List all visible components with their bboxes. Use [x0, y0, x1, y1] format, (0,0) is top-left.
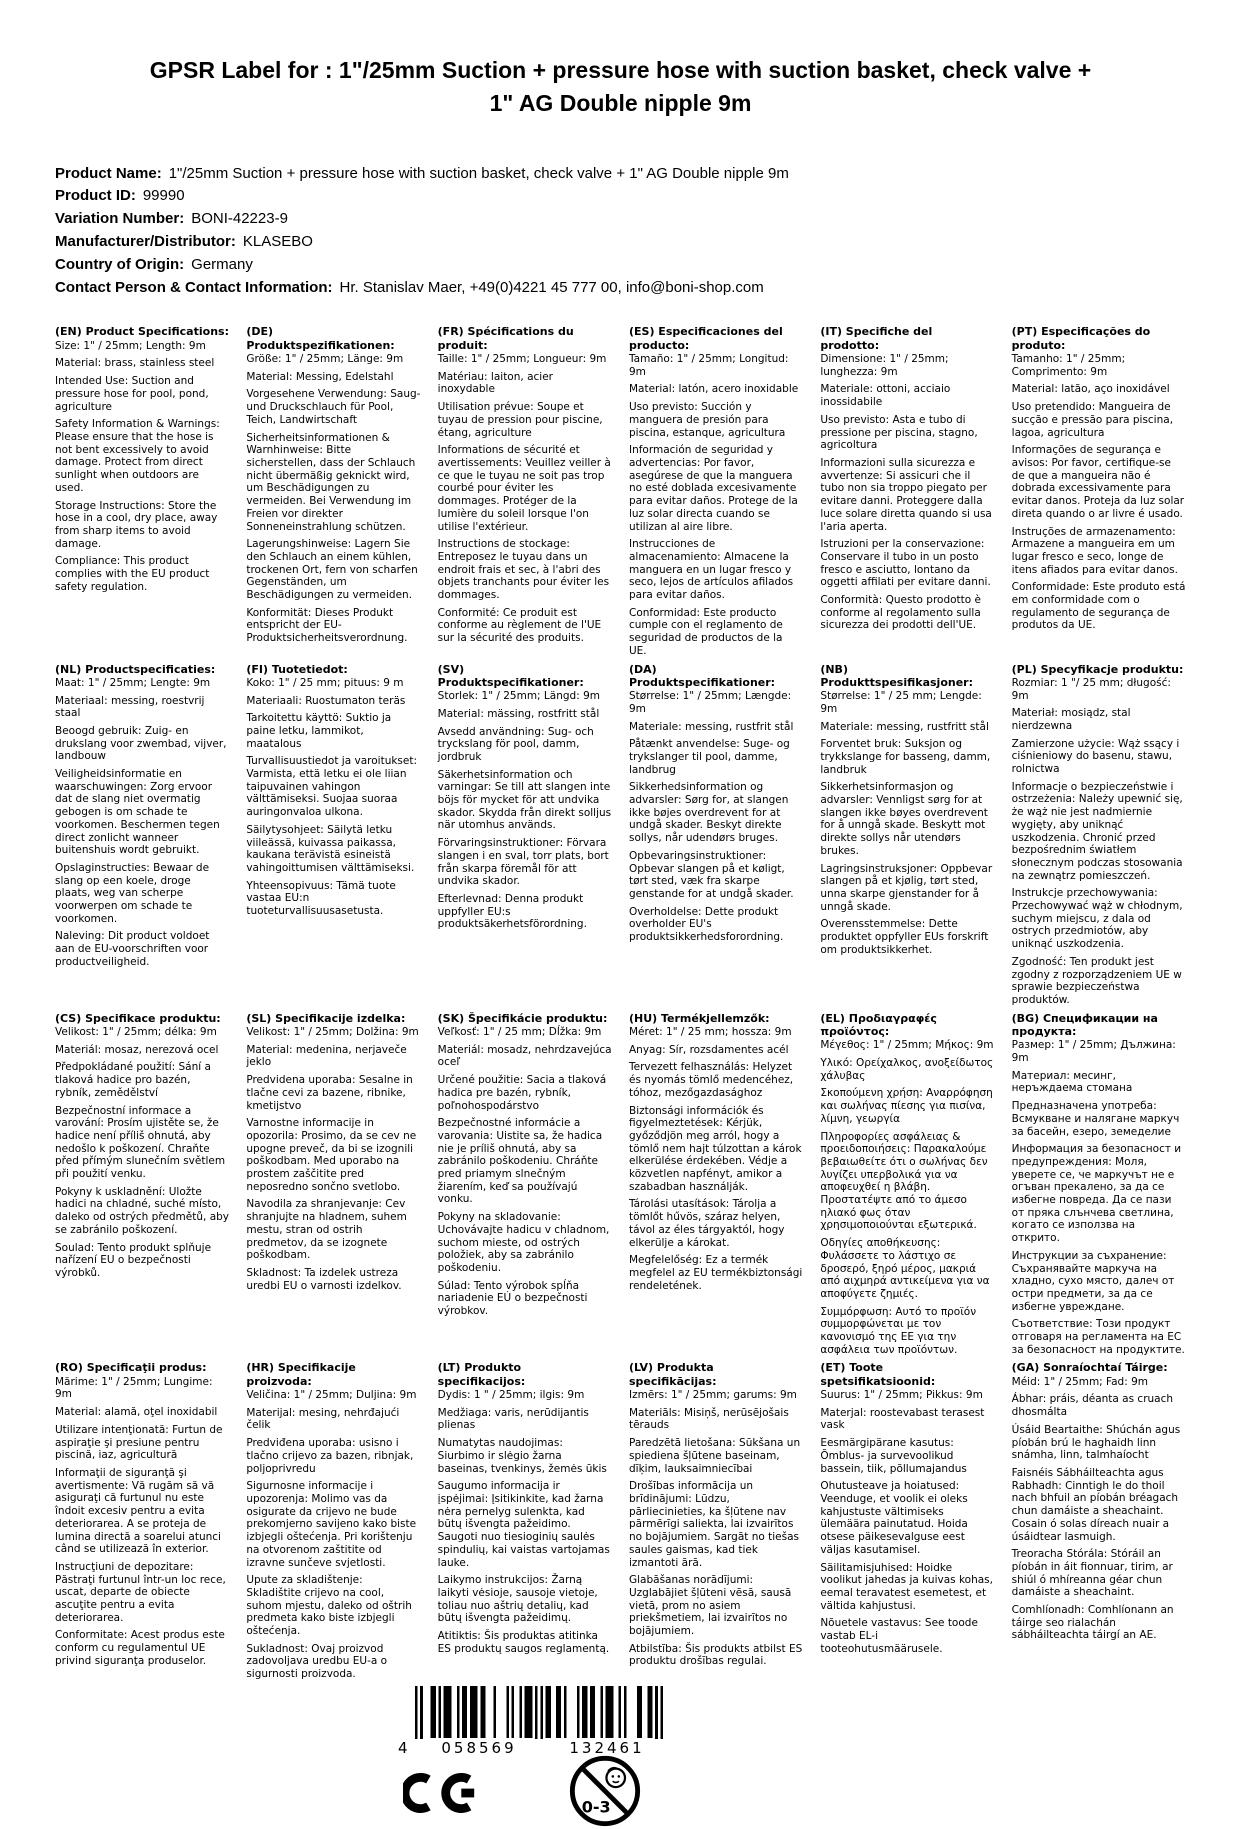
spec-paragraph: Avsedd användning: Sug- och tryckslang för pool, damm, jordbruk: [437, 725, 594, 763]
barcode: [395, 1686, 671, 1757]
language-block-de: [246, 325, 420, 662]
spec-paragraph: Dydis: 1 " / 25mm; ilgis: 9m: [437, 1389, 585, 1402]
spec-paragraph: Sukladnost: Ovaj proizvod zadovoljava uredbu EU-a o sigurnosti proizvoda.: [246, 1642, 388, 1681]
product-info-value: Hr. Stanislav Maer, +49(0)4221 45 777 00, info@boni-shop.com: [339, 278, 764, 296]
spec-paragraph: Paredzētā lietošana: Sūkšana un spiediena šļūtene baseinam, dīķim, lauksaimniecībai: [628, 1437, 801, 1475]
language-block-fr: [438, 325, 612, 662]
language-block-et: [820, 1361, 994, 1685]
spec-paragraph: Efterlevnad: Denna produkt uppfyller EU:s produktsäkerhetsförordning.: [437, 892, 587, 931]
spec-paragraph: Instructions de stockage: Entreposez le tuyau dans un endroit frais et sec, à l'abri des objets tranchants pour éviter les dommages.: [437, 538, 610, 602]
language-block-sv: [438, 663, 612, 1012]
spec-paragraph: Atitiktis: Šis produktas atitinka ES produktų saugos reglamentą.: [437, 1630, 610, 1655]
product-info-value: KLASEBO: [242, 233, 313, 251]
product-info-label: Product ID:: [55, 187, 136, 205]
certification-marks: [395, 1757, 671, 1829]
product-info-row: [55, 231, 1186, 254]
language-grid: [55, 325, 1186, 1685]
spec-paragraph: Инструкции за съхранение: Съхранявайте маркуча на хладно, сухо място, далеч от остри предмети, за да се избегне увреждане.: [1011, 1249, 1175, 1313]
spec-paragraph: Conformité: Ce produit est conforme au règlement de l'UE sur la sécurité des produits.: [437, 606, 602, 645]
language-block-hu: [629, 1012, 803, 1362]
spec-paragraph: Instrucţiuni de depozitare: Păstraţi furtunul într-un loc rece, uscat, departe de obiecte ascuţite pentru a evita deteriorarea.: [55, 1560, 226, 1624]
spec-paragraph: Nõuetele vastavus: See toode vastab EL-i tooteohutusmäärusele.: [820, 1617, 978, 1655]
spec-paragraph: Sigurnosne informacije i upozorenja: Molimo vas da osigurate da crijevo ne bude prekomjerno savijeno kako biste izbjegli oštećenja. Pri korištenju na otvorenom zaštitite od izravne sunčeve svjetlosti.: [246, 1480, 417, 1569]
language-block-da: [629, 663, 803, 1012]
language-heading: (PT) Especificações do produto:: [1011, 325, 1151, 352]
spec-paragraph: Material: medenina, nerjaveče jeklo: [246, 1043, 407, 1069]
language-heading: (NB) Produkttspesifikasjoner:: [820, 662, 973, 689]
spec-paragraph: Conformidade: Este produto está em conformidade com o regulamento de segurança de produtos da UE.: [1011, 581, 1186, 632]
page-title: GPSR Label for : 1"/25mm Suction + pressure hose with suction basket, check valve + 1" AG Double nipple 9m: [149, 57, 1092, 117]
spec-paragraph: Velikost: 1" / 25mm; Dolžina: 9m: [246, 1026, 419, 1038]
spec-paragraph: Pokyny k uskladnění: Uložte hadici na chladné, suché místo, daleko od ostrých předmětů, aby se zabránilo poškození.: [55, 1185, 230, 1236]
spec-paragraph: Informazioni sulla sicurezza e avvertenze: Si assicuri che il tubo non sia troppo piegato per evitare danni. Proteggere dalla luce solare diretta quando si usa l'aria aperta.: [820, 456, 992, 533]
language-heading: (DE) Produktspezifikationen:: [246, 325, 395, 352]
spec-paragraph: Materiál: mosaz, nerezová ocel: [55, 1043, 219, 1056]
product-info-label: Country of Origin:: [55, 255, 185, 273]
spec-paragraph: Ohutusteave ja hoiatused: Veenduge, et voolik ei oleks kahjustuste vältimiseks ülemäära painutatud. Hoida otsese päikesevalguse eest väljas kasutamisel.: [820, 1480, 968, 1556]
barcode-digits-left: 058569: [415, 1739, 543, 1757]
spec-paragraph: Istruzioni per la conservazione: Conservare il tubo in un posto fresco e asciutto, lontano da oggetti affilati per evitare danni.: [820, 538, 991, 589]
spec-paragraph: Méid: 1" / 25mm; Fad: 9m: [1011, 1375, 1149, 1388]
spec-paragraph: Материал: месинг, неръждаема стомана: [1011, 1069, 1133, 1095]
spec-paragraph: Συμμόρφωση: Αυτό το προϊόν συμμορφώνεται με τον κανονισμό της ΕΕ για την ασφάλεια των προϊόντων.: [820, 1305, 977, 1356]
spec-paragraph: Tamanho: 1" / 25mm; Comprimento: 9m: [1011, 353, 1126, 378]
spec-paragraph: Materiale: ottoni, acciaio inossidabile: [820, 383, 951, 409]
product-info-label: Product Name:: [55, 164, 162, 182]
age-warning-0-3-icon: [567, 1753, 643, 1829]
spec-paragraph: Soulad: Tento produkt splňuje nařízení EU o bezpečnosti výrobků.: [55, 1241, 212, 1279]
spec-paragraph: Uso previsto: Asta e tubo di pressione per piscina, stagno, agricoltura: [820, 413, 978, 452]
language-heading: (BG) Спецификации на продукта:: [1011, 1011, 1158, 1038]
spec-paragraph: Zgodność: Ten produkt jest zgodny z rozporządzeniem UE w sprawie bezpieczeństwa produktów.: [1011, 955, 1182, 1006]
product-info-row: [55, 277, 1186, 300]
spec-paragraph: Overholdelse: Dette produkt overholder EU's produktsikkerhedsforordning.: [628, 905, 784, 944]
language-heading: (ET) Toote spetsifikatsioonid:: [820, 1361, 936, 1388]
spec-paragraph: Информация за безопасност и предупреждения: Моля, уверете се, че маркучът не е огъван прекалено, за да се избегне повреда. Да се пази от пряка слънчева светлина, когато се използва на открито.: [1011, 1143, 1182, 1245]
spec-paragraph: Størrelse: 1" / 25mm; Længde: 9m: [628, 690, 792, 715]
spec-paragraph: Velikost: 1" / 25mm; délka: 9m: [55, 1026, 217, 1038]
language-heading: (PL) Specyfikacje produktu:: [1011, 662, 1184, 676]
spec-paragraph: Ábhar: práis, déanta as cruach dhosmálta: [1011, 1393, 1174, 1419]
spec-paragraph: Informaţii de siguranţă şi avertismente: Vă rugăm să vă asiguraţi că furtunul nu este îndoit excesiv pentru a evita deteriorarea. A se proteja de lumina directă a soarelui atunci când se utilizează în exterior.: [55, 1466, 221, 1556]
spec-paragraph: Materiale: messing, rustfritt stål: [820, 720, 989, 733]
spec-paragraph: Πληροφορίες ασφάλειας & προειδοποιήσεις: Παρακαλούμε βεβαιωθείτε ότι ο σωλήνας δεν λυγίζει υπερβολικά για να αποφευχθεί η βλάβη. Προστατέψτε από το άμεσο ηλιακό φως όταν χρησιμοποιούνται εξωτερικά.: [820, 1130, 988, 1232]
language-heading: (FI) Tuotetiedot:: [246, 662, 348, 676]
language-heading: (DA) Produktspecifikationer:: [628, 662, 776, 689]
spec-paragraph: Säkerhetsinformation och varningar: Se till att slangen inte böjs för mycket för att undvika skador. Skydda från direkt solljus när utomhus används.: [437, 768, 612, 832]
spec-paragraph: Dimensione: 1" / 25mm; lunghezza: 9m: [820, 353, 949, 378]
spec-paragraph: Размер: 1" / 25mm; Дължина: 9m: [1011, 1039, 1176, 1064]
spec-paragraph: Skladnost: Ta izdelek ustreza uredbi EU o varnosti izdelkov.: [246, 1266, 402, 1292]
spec-paragraph: Σκοπούμενη χρήση: Αναρρόφηση και σωλήνας πίεσης για πισίνα, λίμνη, γεωργία: [820, 1087, 993, 1125]
language-block-hr: [246, 1361, 420, 1685]
spec-paragraph: Предназначена употреба: Всмукване и налягане маркуч за басейн, езеро, земеделие: [1011, 1100, 1180, 1138]
product-info-row: [55, 208, 1186, 231]
spec-paragraph: Съответствие: Този продукт отговаря на регламента на ЕС за безопасност на продуктите.: [1011, 1318, 1185, 1356]
product-info-value: Germany: [191, 255, 253, 273]
language-heading: (ES) Especificaciones del producto:: [628, 325, 783, 352]
spec-paragraph: Beoogd gebruik: Zuig- en drukslang voor zwembad, vijver, landbouw: [55, 724, 227, 763]
spec-paragraph: Méret: 1" / 25 mm; hossza: 9m: [628, 1026, 792, 1038]
language-block-it: [820, 325, 994, 662]
language-block-bg: [1012, 1012, 1186, 1362]
product-info-value: 1"/25mm Suction + pressure hose with suction basket, check valve + 1" AG Double nipple 9m: [168, 164, 789, 182]
spec-paragraph: Material: latão, aço inoxidável: [1011, 383, 1170, 396]
spec-paragraph: Předpokládané použití: Sání a tlaková hadice pro bazén, rybník, zemědělství: [55, 1061, 211, 1099]
spec-paragraph: Μέγεθος: 1" / 25mm; Μήκος: 9m: [820, 1039, 994, 1052]
age-warning-label: 0-3: [581, 1797, 611, 1817]
product-info-row: [55, 254, 1186, 277]
language-heading: (LV) Produkta specifikācijas:: [628, 1361, 717, 1388]
spec-paragraph: Instruções de armazenamento: Armazene a mangueira em um lugar fresco e seco, longe de itens afiados para evitar danos.: [1011, 525, 1178, 576]
spec-paragraph: Storlek: 1" / 25mm; Längd: 9m: [437, 690, 600, 703]
spec-paragraph: Rozmiar: 1 "/ 25 mm; długość: 9m: [1011, 676, 1171, 702]
language-heading: (SL) Specifikacije izdelka:: [246, 1011, 406, 1025]
spec-paragraph: Lagerungshinweise: Lagern Sie den Schlauch an einem kühlen, trockenen Ort, fern von scharfen Gegenständen, um Beschädigungen zu vermeiden.: [246, 538, 418, 602]
spec-paragraph: Informations de sécurité et avertissements: Veuillez veiller à ce que le tuyau ne soit pas trop courbé pour éviter les dommages. Protéger de la lumière du soleil lorsque l'on utilise l'extérieur.: [437, 444, 611, 533]
spec-paragraph: Uso pretendido: Mangueira de sucção e pressão para piscina, lagoa, agricultura: [1011, 401, 1174, 439]
spec-paragraph: Maat: 1" / 25mm; Lengte: 9m: [55, 676, 211, 689]
language-heading: (LT) Produkto specifikacijos:: [437, 1361, 526, 1388]
spec-paragraph: Turvallisuustiedot ja varoitukset: Varmista, että letku ei ole liian taipuvainen vahingon välttämiseksi. Suojaa suoraa auringonvaloa ulkona.: [246, 755, 418, 819]
spec-paragraph: Laikymo instrukcijos: Žarną laikyti vėsioje, sausoje vietoje, toliau nuo aštrių detalių, kad būtų išvengta pažeidimų.: [437, 1574, 598, 1625]
spec-paragraph: Veličina: 1" / 25mm; Duljina: 9m: [246, 1389, 417, 1402]
spec-paragraph: Súlad: Tento výrobok spĺňa nariadenie EÚ o bezpečnosti výrobkov.: [437, 1279, 588, 1318]
spec-paragraph: Matériau: laiton, acier inoxydable: [437, 370, 553, 396]
spec-paragraph: Numatytas naudojimas: Siurbimo ir slėgio žarna baseinas, tvenkinys, žemės ūkis: [437, 1437, 607, 1475]
spec-paragraph: Určené použitie: Sacia a tlaková hadica pre bazén, rybník, poľnohospodárstvo: [437, 1074, 607, 1112]
spec-paragraph: Informacje o bezpieczeństwie i ostrzeżenia: Należy upewnić się, że wąż nie jest nadmiernie wygięty, aby uniknąć uszkodzenia. Chronić przed bezpośrednim światłem słonecznym podczas stosowania na zewnątrz pomieszczeń.: [1011, 780, 1183, 882]
spec-paragraph: Medžiaga: varis, nerūdijantis plienas: [437, 1406, 589, 1432]
spec-paragraph: Eesmärgipärane kasutus: Õmblus- ja survevoolikud bassein, tiik, põllumajandus: [820, 1437, 967, 1475]
spec-paragraph: Opslaginstructies: Bewaar de slang op een koele, droge plaats, weg van scherpe voorwerpen om schade te voorkomen.: [55, 861, 210, 925]
language-heading: (FR) Spécifications du produit:: [437, 325, 574, 352]
spec-paragraph: Yhteensopivuus: Tämä tuote vastaa EU:n tuoteturvallisuusasetusta.: [246, 879, 396, 918]
spec-paragraph: Conformità: Questo prodotto è conforme al regolamento sulla sicurezza dei prodotti dell'UE.: [820, 594, 982, 632]
spec-paragraph: Instrucciones de almacenamiento: Almacene la manguera en un lugar fresco y seco, lejos de artículos afilados para evitar daños.: [628, 538, 794, 602]
spec-paragraph: Bezpečnostní informace a varování: Prosím ujistěte se, že hadice není příliš ohnutá, aby nedošlo k poškození. Chraňte před přímým slunečním světlem při použití venku.: [55, 1104, 226, 1181]
language-heading: (EN) Product Specifications:: [55, 325, 229, 339]
language-heading: (HU) Termékjellemzők:: [628, 1011, 770, 1025]
product-info-label: Variation Number:: [55, 210, 185, 228]
spec-paragraph: Storage Instructions: Store the hose in a cool, dry place, away from sharp items to avoid damage.: [55, 499, 218, 550]
spec-paragraph: Predvidena uporaba: Sesalne in tlačne cevi za bazene, ribnike, kmetijstvo: [246, 1074, 413, 1112]
product-info-label: Contact Person & Contact Information:: [55, 278, 333, 296]
spec-paragraph: Materjal: roostevabast terasest vask: [820, 1406, 985, 1432]
spec-paragraph: Naleving: Dit product voldoet aan de EU-voorschriften voor productveiligheid.: [55, 930, 210, 968]
spec-paragraph: Material: mässing, rostfritt stål: [437, 707, 600, 720]
spec-paragraph: Material: latón, acero inoxidable: [628, 383, 799, 396]
spec-paragraph: Materiale: messing, rustfrit stål: [628, 720, 794, 733]
language-block-ga: [1012, 1361, 1186, 1685]
spec-paragraph: Zamierzone użycie: Wąż ssący i ciśnieniowy do basenu, stawu, rolnictwa: [1011, 737, 1180, 776]
spec-paragraph: Bezpečnostné informácie a varovania: Uistite sa, že hadica nie je príliš ohnutá, aby sa zabránilo poškodeniu. Chráňte pred priamym slnečným žiarením, keď sa používajú vonku.: [437, 1117, 603, 1206]
spec-paragraph: Påtænkt anvendelse: Suge- og trykslanger til pool, damme, landbrug: [628, 738, 790, 776]
spec-paragraph: Mărime: 1" / 25mm; Lungime: 9m: [55, 1375, 213, 1401]
spec-paragraph: Comhlíonadh: Comhlíonann an táirge seo rialachán sábháilteachta táirgí an AE.: [1011, 1604, 1174, 1642]
spec-paragraph: Size: 1" / 25mm; Length: 9m: [55, 339, 206, 352]
spec-paragraph: Biztonsági információk és figyelmeztetések: Kérjük, győződjön meg arról, hogy a tömlő nem hajt túlzottan a károk elkerülése érdekében. Védje a közvetlen napfényt, amikor a szabadban használják.: [628, 1104, 802, 1193]
barcode-digit-first: 4: [395, 1739, 415, 1757]
product-info-value: BONI-42223-9: [191, 210, 288, 228]
spec-paragraph: Upute za skladištenje: Skladištite crijevo na cool, suhom mjestu, daleko od oštrih predmeta kako biste izbjegli oštećenja.: [246, 1574, 412, 1638]
spec-paragraph: Overensstemmelse: Dette produktet oppfyller EUs forskrift om produktsikkerhet.: [820, 918, 989, 956]
spec-paragraph: Størrelse: 1" / 25 mm; Lengde: 9m: [820, 690, 982, 715]
spec-paragraph: Varnostne informacije in opozorila: Prosimo, da se cev ne upogne preveč, da bi se izognili poškodbam. Med uporabo na prostem zaščitite pred neposredno sončno svetlobo.: [246, 1117, 417, 1193]
spec-paragraph: Safety Information & Warnings: Please ensure that the hose is not bent excessively to avoid damage. Protect from direct sunlight when outdoors are used.: [55, 418, 220, 494]
spec-paragraph: Material: alamă, oţel inoxidabil: [55, 1406, 218, 1419]
language-block-pt: [1012, 325, 1186, 662]
spec-paragraph: Tarkoitettu käyttö: Suktio ja paine letku, lammikot, maatalous: [246, 712, 392, 750]
spec-paragraph: Utilisation prévue: Soupe et tuyau de pression pour piscine, étang, agriculture: [437, 401, 603, 439]
spec-paragraph: Forventet bruk: Suksjon og trykkslange for basseng, damm, landbruk: [820, 738, 991, 776]
language-block-es: [629, 325, 803, 662]
spec-paragraph: Säilytysohjeet: Säilytä letku viileässä, kuivassa paikassa, kaukana terävistä esineistä vahingoittumisen välttämiseksi.: [246, 823, 415, 874]
spec-paragraph: Glabāšanas norādījumi: Uzglabājiet šļūteni vēsā, sausā vietā, prom no asiem priekšmetiem, lai izvairītos no bojājumiem.: [628, 1574, 792, 1638]
spec-paragraph: Saugumo informacija ir įspėjimai: Įsitikinkite, kad žarna nėra pernelyg sulenkta, kad būtų išvengta pažeidimo. Saugoti nuo tiesioginių saulės spindulių, kai vaistas vartojamas lauke.: [437, 1480, 610, 1569]
language-heading: (EL) Προδιαγραφές προϊόντος:: [820, 1011, 937, 1038]
spec-paragraph: Veľkosť: 1" / 25 mm; Dĺžka: 9m: [437, 1026, 602, 1038]
spec-paragraph: Größe: 1" / 25mm; Länge: 9m: [246, 353, 404, 366]
spec-paragraph: Material: Messing, Edelstahl: [246, 370, 394, 383]
spec-paragraph: Konformität: Dieses Produkt entspricht der EU-Produktsicherheitsverordnung.: [246, 606, 408, 645]
language-block-nl: [55, 663, 229, 1012]
language-heading: (HR) Specifikacije proizvoda:: [246, 1361, 356, 1388]
spec-paragraph: Vorgesehene Verwendung: Saug- und Druckschlauch für Pool, Teich, Landwirtschaft: [246, 388, 421, 426]
spec-paragraph: Taille: 1" / 25mm; Longueur: 9m: [437, 353, 607, 366]
spec-paragraph: Predviđena uporaba: usisno i tlačno crijevo za bazen, ribnjak, poljoprivredu: [246, 1437, 414, 1475]
product-info-row: [55, 185, 1186, 208]
spec-paragraph: Suurus: 1" / 25mm; Pikkus: 9m: [820, 1389, 983, 1402]
spec-paragraph: Conformitate: Acest produs este conform cu regulamentul UE privind siguranţa produselor.: [55, 1629, 225, 1667]
product-info-row: [55, 163, 1186, 186]
language-block-en: [55, 325, 229, 662]
product-info-value: 99990: [142, 187, 185, 205]
spec-paragraph: Sikkerhetsinformasjon og advarsler: Vennligst sørg for at slangen ikke bøyes overdrevent for å unngå skade. Beskytt mot direkte sollys når utendørs brukes.: [820, 781, 988, 857]
spec-paragraph: Opbevaringsinstruktioner: Opbevar slangen på et køligt, tørt sted, væk fra skarpe genstande for at undgå skader.: [628, 849, 794, 900]
spec-paragraph: Atbilstība: Šis produkts atbilst ES produktu drošības regulai.: [628, 1642, 803, 1668]
spec-paragraph: Informações de segurança e avisos: Por favor, certifique-se de que a mangueira não é dobrada excessivamente para evitar danos. Proteja da luz solar direta quando o ar livre é usado.: [1011, 444, 1185, 520]
spec-paragraph: Faisnéis Sábháilteachta agus Rabhadh: Cinntigh le do thoil nach bhfuil an píobán bréagach chun damáiste a sheachaint. Cosain ó solas díreach nuair a úsáidtear lasmuigh.: [1011, 1466, 1179, 1543]
language-heading: (SV) Produktspecifikationer:: [437, 662, 584, 689]
barcode-digits-right: 132461: [543, 1739, 671, 1757]
ce-mark-icon: [403, 1769, 483, 1817]
spec-paragraph: Veiligheidsinformatie en waarschuwingen: Zorg ervoor dat de slang niet overmatig gebogen is om schade te voorkomen. Beschermen tegen direct zonlicht wanneer buitenshuis wordt gebruikt.: [55, 768, 220, 857]
spec-paragraph: Tárolási utasítások: Tárolja a tömlőt hűvös, száraz helyen, távol az éles tárgyaktól, hogy elkerülje a károkat.: [628, 1198, 785, 1249]
spec-paragraph: Lagringsinstruksjoner: Oppbevar slangen på et kjølig, tørt sted, unna skarpe gjenstander for å unngå skade.: [820, 862, 993, 913]
spec-paragraph: Koko: 1" / 25 mm; pituus: 9 m: [246, 676, 404, 689]
language-block-lt: [438, 1361, 612, 1685]
language-block-sk: [438, 1012, 612, 1362]
spec-paragraph: Instrukcje przechowywania: Przechowywać wąż w chłodnym, suchym miejscu, z dala od ostrych przedmiotów, aby uniknąć uszkodzenia.: [1011, 887, 1183, 951]
spec-paragraph: Säilitamisjuhised: Hoidke voolikut jahedas ja kuivas kohas, eemal teravatest esemetest, et vältida kahjustusi.: [820, 1561, 993, 1612]
bottom-marks: [395, 1686, 671, 1829]
language-block-lv: [629, 1361, 803, 1685]
language-heading: (RO) Specificaţii produs:: [55, 1361, 207, 1375]
spec-paragraph: Treoracha Stórála: Stóráil an píobán in áit fionnuar, tirim, ar shiúl ó mhíreanna géar chun damáiste a sheachaint.: [1011, 1548, 1173, 1599]
language-block-cs: [55, 1012, 229, 1362]
language-block-pl: [1012, 663, 1186, 1012]
language-heading: (SK) Špecifikácie produktu:: [437, 1011, 608, 1025]
language-block-sl: [246, 1012, 420, 1362]
spec-paragraph: Material: brass, stainless steel: [55, 357, 215, 370]
language-block-el: [820, 1012, 994, 1362]
product-info-label: Manufacturer/Distributor:: [55, 233, 236, 251]
spec-paragraph: Utilizare intenţionată: Furtun de aspiraţie şi presiune pentru piscină, iaz, agricultură: [55, 1423, 223, 1462]
spec-paragraph: Tervezett felhasználás: Helyzet és nyomás tömlő medencéhez, tóhoz, mezőgazdasághoz: [628, 1061, 794, 1099]
spec-paragraph: Materiál: mosadz, nehrdzavejúca oceľ: [437, 1043, 612, 1069]
language-block-ro: [55, 1361, 229, 1685]
spec-paragraph: Materiaal: messing, roestvrij staal: [55, 694, 205, 720]
language-heading: (GA) Sonraíochtaí Táirge:: [1011, 1361, 1168, 1375]
spec-paragraph: Megfelelőség: Ez a termék megfelel az EU termékbiztonsági rendeletének.: [628, 1254, 803, 1292]
spec-paragraph: Anyag: Sír, rozsdamentes acél: [628, 1043, 789, 1056]
spec-paragraph: Uso previsto: Succión y manguera de presión para piscina, estanque, agricultura: [628, 401, 786, 439]
product-info: [55, 163, 1186, 300]
spec-paragraph: Tamaño: 1" / 25mm; Longitud: 9m: [628, 353, 789, 378]
spec-paragraph: Izmērs: 1" / 25mm; garums: 9m: [628, 1389, 797, 1402]
spec-paragraph: Förvaringsinstruktioner: Förvara slangen i en sval, torr plats, bort från skarpa föremål för att undvika skador.: [437, 837, 609, 888]
spec-paragraph: Materiaali: Ruostumaton teräs: [246, 694, 406, 707]
language-heading: (IT) Specifiche del prodotto:: [820, 325, 933, 352]
language-block-nb: [820, 663, 994, 1012]
spec-paragraph: Navodila za shranjevanje: Cev shranjujte na hladnem, suhem mestu, stran od ostrih predmetov, da se izognete poškodbam.: [246, 1198, 407, 1262]
language-heading: (CS) Specifikace produktu:: [55, 1011, 221, 1025]
spec-paragraph: Sicherheitsinformationen & Warnhinweise: Bitte sicherstellen, dass der Schlauch nicht übermäßig geknickt wird, um Beschädigungen zu vermeiden. Bei Verwendung im Freien vor direkter Sonneneinstrahlung schützen.: [246, 431, 416, 533]
spec-paragraph: Pokyny na skladovanie: Uchovávajte hadicu v chladnom, suchom mieste, od ostrých položiek, aby sa zabránilo poškodeniu.: [437, 1211, 610, 1274]
spec-paragraph: Información de seguridad y advertencias: Por favor, asegúrese de que la manguera no esté doblada excesivamente para evitar daños. Protege de la luz solar directa cuando se utilizan al aire libre.: [628, 444, 798, 533]
language-heading: (NL) Productspecificaties:: [55, 662, 216, 676]
language-block-fi: [246, 663, 420, 1012]
spec-paragraph: Οδηγίες αποθήκευσης: Φυλάσσετε το λάστιχο σε δροσερό, ξηρό μέρος, μακριά από αιχμηρά αντικείμενα για να αποφύγετε ζημιές.: [820, 1237, 990, 1300]
spec-paragraph: Materiał: mosiądz, stal nierdzewna: [1011, 707, 1131, 732]
spec-paragraph: Conformidad: Este producto cumple con el reglamento de seguridad de productos de la UE.: [628, 606, 783, 657]
spec-paragraph: Materijal: mesing, nehrđajući čelik: [246, 1406, 400, 1432]
spec-paragraph: Compliance: This product complies with the EU product safety regulation.: [55, 555, 210, 593]
spec-paragraph: Υλικό: Ορείχαλκος, ανοξείδωτος χάλυβας: [820, 1057, 994, 1082]
spec-paragraph: Materiāls: Misiņš, nerūsējošais tērauds: [628, 1406, 789, 1432]
spec-paragraph: Intended Use: Suction and pressure hose for pool, pond, agriculture: [55, 375, 209, 413]
spec-paragraph: Úsáid Beartaithe: Shúchán agus píobán brú le haghaidh linn snámha, linn, talmhaíocht: [1011, 1423, 1181, 1462]
spec-paragraph: Drošības informācija un brīdinājumi: Lūdzu, pārliecinieties, ka šļūtene nav pārmērīgi saliekta, lai izvairītos no bojājumiem. Sargāt no tiešas saules gaismas, kad tiek izmantoti ārā.: [628, 1480, 799, 1569]
spec-paragraph: Sikkerhedsinformation og advarsler: Sørg for, at slangen ikke bøjes overdrevent for at undgå skader. Beskyt direkte sollys, når udendørs bruges.: [628, 781, 789, 845]
